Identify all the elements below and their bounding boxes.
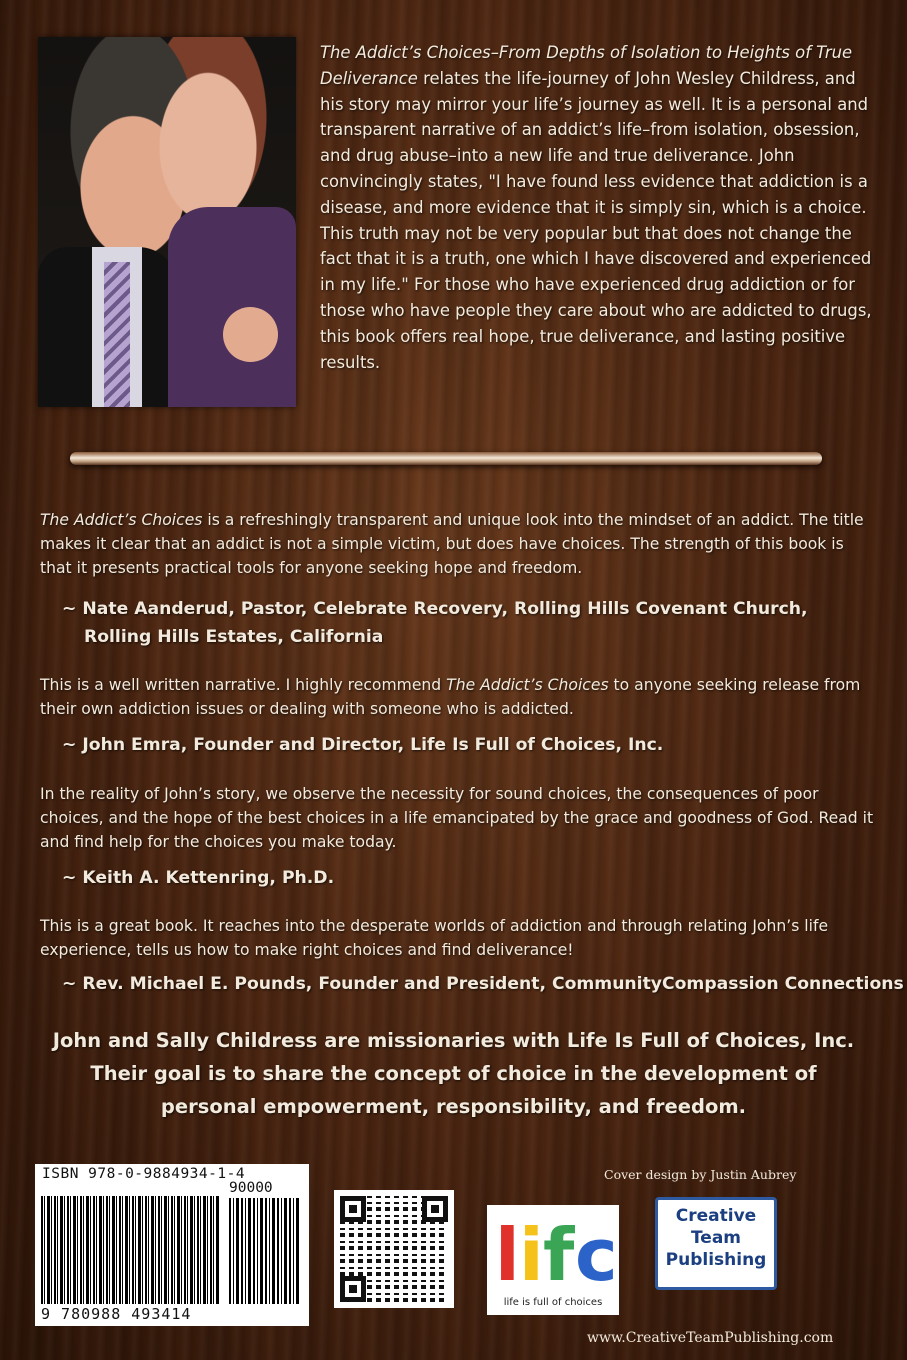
- closing-statement: [20, 1024, 887, 1123]
- isbn-barcode: [35, 1164, 309, 1326]
- closing-line-1: John and Sally Childress are missionaries with Life Is Full of Choices, Inc.: [52, 1029, 855, 1052]
- review-3-attribution: ~ Keith A. Kettenring, Ph.D.: [62, 868, 335, 888]
- photo-sweater: [168, 207, 296, 407]
- photo-tie: [104, 262, 130, 407]
- review-2-pre: This is a well written narrative. I highly recommend: [40, 676, 447, 694]
- qr-code[interactable]: [334, 1190, 454, 1308]
- review-1-text: is a refreshingly transparent and unique look into the mindset of an addict. The title makes it clear that an addict is not a simple victim, but does have choices. The strength of this book is that it presents practical tools for anyone seeking hope and freedom.: [40, 511, 864, 578]
- review-2-post: to anyone seeking release from their own addiction issues or dealing with someone who is addicted.: [40, 676, 861, 719]
- qr-finder-top-left: [340, 1196, 366, 1222]
- logo-letter-l: l: [495, 1213, 520, 1297]
- publisher-url[interactable]: www.CreativeTeamPublishing.com: [587, 1330, 834, 1346]
- book-description: [320, 40, 880, 375]
- cover-credit: Cover design by Justin Aubrey: [604, 1167, 797, 1182]
- closing-line-3: personal empowerment, responsibility, and freedom.: [160, 1095, 747, 1118]
- review-4-attribution: ~ Rev. Michael E. Pounds, Founder and President, CommunityCompassion Connections: [62, 974, 904, 994]
- life-is-full-of-choices-logo: [487, 1205, 619, 1315]
- publisher-name-line-3: Publishing: [665, 1250, 767, 1270]
- book-title: The Addict’s Choices–From Depths of Isolation to Heights of True Deliverance: [320, 43, 853, 88]
- divider-bar: [70, 452, 822, 465]
- creative-team-publishing-logo: [655, 1197, 777, 1290]
- logo-letter-c: c: [575, 1213, 618, 1297]
- barcode-addon-bars: [229, 1198, 301, 1304]
- closing-line-2: Their goal is to share the concept of choice in the development of: [90, 1062, 817, 1085]
- qr-finder-top-right: [422, 1196, 448, 1222]
- review-2-attribution: ~ John Emra, Founder and Director, Life Is Full of Choices, Inc.: [62, 735, 664, 755]
- logo-letter-f: f: [543, 1213, 575, 1297]
- price-code: 90000: [229, 1180, 273, 1196]
- author-photo: [38, 37, 296, 407]
- isbn-text: ISBN 978-0-9884934-1-4: [42, 1166, 246, 1182]
- publisher-name-line-1: Creative: [675, 1206, 757, 1226]
- logo-letter-i: i: [519, 1213, 544, 1297]
- review-1-attribution: ~ Nate Aanderud, Pastor, Celebrate Recovery, Rolling Hills Covenant Church,: [62, 599, 808, 619]
- review-1-attribution-cont: Rolling Hills Estates, California: [84, 627, 384, 647]
- barcode-digits: 9 780988 493414: [41, 1305, 192, 1323]
- review-4: This is a great book. It reaches into the desperate worlds of addiction and through relating John’s life experience, tells us how to make right choices and find deliverance!: [40, 917, 829, 960]
- publisher-name-line-2: Team: [690, 1228, 742, 1248]
- description-body: relates the life-journey of John Wesley Childress, and his story may mirror your life’s journey as well. It is a personal and transparent narrative of an addict’s life–from isolation, obsession, and drug abuse–into a new life and true deliverance. John convincingly states, "I have found less evidence that addiction is a disease, and more evidence that it is simply sin, which is a choice. This truth may not be very popular but that does not change the fact that it is a truth, one which I have discovered and experienced in my life." For those who have experienced drug addiction or for those who have people they care about who are addicted to drugs, this book offers real hope, true deliverance, and lasting positive results.: [320, 68, 872, 372]
- review-2: [40, 673, 880, 721]
- review-1: [40, 508, 880, 581]
- barcode-bars: [41, 1196, 219, 1304]
- logo-tagline: life is full of choices: [503, 1297, 603, 1308]
- qr-finder-bottom-left: [340, 1276, 366, 1302]
- review-3: In the reality of John’s story, we observe the necessity for sound choices, the consequences of poor choices, and the hope of the best choices in a life emancipated by the grace and goodness of God. Read it and find help for the choices you make today.: [40, 785, 874, 852]
- photo-hand: [223, 307, 278, 362]
- review-1-title: The Addict’s Choices: [40, 511, 203, 529]
- review-2-title: The Addict’s Choices: [446, 676, 609, 694]
